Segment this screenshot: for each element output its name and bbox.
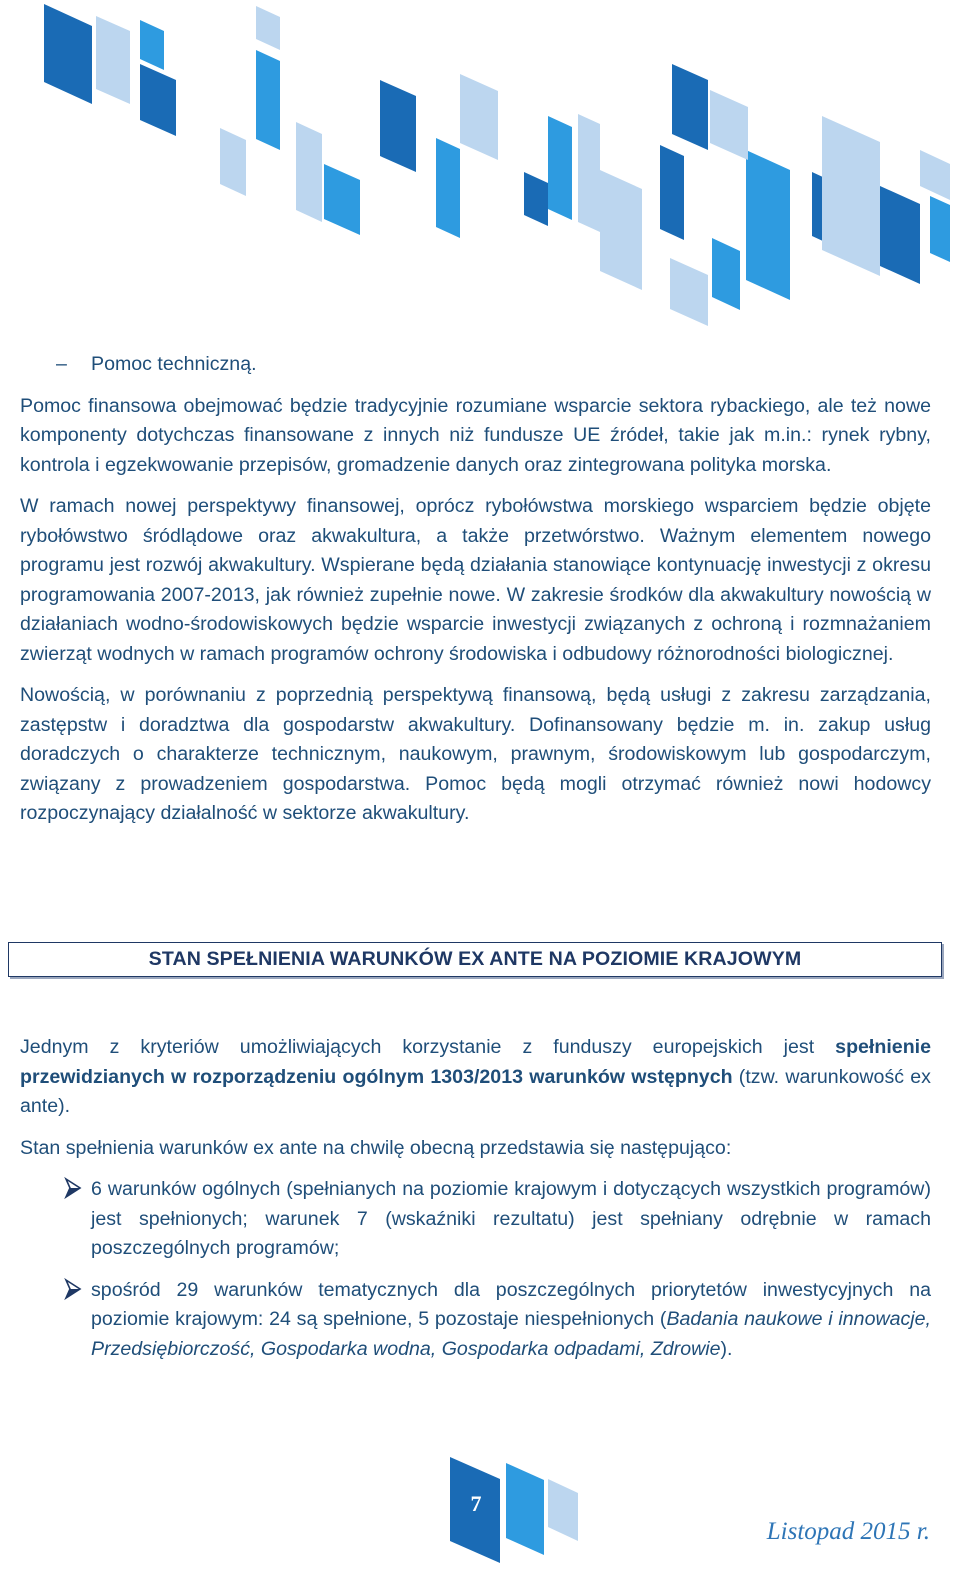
arrow-bullet-icon <box>64 1277 82 1301</box>
main-content <box>20 350 931 841</box>
intro-bold: spełnienie przewidzianych w rozporządzeniu ogólnym 1303/2013 warunków wstępnych <box>20 1036 931 1088</box>
footer-date: Listopad 2015 r. <box>766 1518 930 1545</box>
arrow-bullet-icon <box>64 1176 82 1200</box>
intro-post: (tzw. warunkowość ex ante). <box>20 1065 931 1117</box>
section-heading-box <box>8 942 942 977</box>
bullet-2-pre: spośród 29 warunków tematycznych dla poszczególnych priorytetów inwestycyjnych na poziomie krajowym: 24 są spełnione, 5 pozostaje niespełnionych ( <box>91 1278 931 1330</box>
page-number: 7 <box>470 1491 482 1516</box>
bullet-2-italic: Badania naukowe i innowacje, Przedsiębiorczość, Gospodarka wodna, Gospodarka odpadami, Zdrowie <box>91 1308 931 1360</box>
bullet-2-post: ). <box>720 1337 733 1360</box>
intro-pre: Jednym z kryteriów umożliwiających korzystanie z funduszy europejskich jest <box>20 1036 836 1058</box>
bullet-1-text: 6 warunków ogólnych (spełnianych na poziomie krajowym i dotyczących wszystkich programów) jest spełnionych; warunek 7 (wskaźniki rezultatu) jest spełniany odrębnie w ramach poszczególnych programów; <box>91 1178 931 1259</box>
dash-item-text: Pomoc techniczną. <box>91 353 257 375</box>
paragraph-3: Nowością, w porównaniu z poprzednią perspektywą finansową, będą usługi z zakresu zarządzania, zastępstw i doradztwa dla gospodarstw akwakultury. Dofinansowany będzie m. in. zakup usług doradczych o charakterze technicznym, naukowym, prawnym, środowiskowym lub gospodarczym, związany z prowadzeniem gospodarstwa. Pomoc będą mogli otrzymać również nowi hodowcy rozpoczynający działalność w sektorze akwakultury. <box>20 684 931 824</box>
section-intro <box>20 1033 931 1122</box>
paragraph-2: W ramach nowej perspektywy finansowej, oprócz rybołówstwa morskiego wsparciem będzie objęte rybołówstwo śródlądowe oraz akwakultura, a także przetwórstwo. Ważnym elementem nowego programu jest rozwój akwakultury. Wspierane będą działania stanowiące kontynuację inwestycji z okresu programowania 2007-2013, jak również zupełnie nowe. W zakresie środków dla akwakultury nowością w działaniach wodno-środowiskowych będzie wsparcie inwestycji związanych z ochroną i rozmnażaniem zwierząt wodnych w ramach programów ochrony środowiska i odbudowy różnorodności biologicznej. <box>20 495 931 665</box>
paragraph-1: Pomoc finansowa obejmować będzie tradycyjnie rozumiane wsparcie sektora rybackiego, ale też nowe komponenty dotychczas finansowane z innych niż fundusze UE źródeł, takie jak m.in.: rynek rybny, kontrola i egzekwowanie przepisów, gromadzenie danych oraz zintegrowana polityka morska. <box>20 394 931 476</box>
section-title: STAN SPEŁNIENIA WARUNKÓW EX ANTE NA POZIOMIE KRAJOWYM <box>148 948 802 970</box>
bullet-item-1 <box>20 1175 931 1264</box>
light-parallelograms <box>96 6 950 326</box>
section-content <box>20 1033 931 1376</box>
dash-list-item <box>20 350 931 380</box>
header-decoration <box>0 0 960 340</box>
bullet-item-2 <box>20 1276 931 1365</box>
status-intro: Stan spełnienia warunków ex ante na chwilę obecną przedstawia się następująco: <box>20 1136 732 1159</box>
dash-bullet: – <box>56 353 67 375</box>
